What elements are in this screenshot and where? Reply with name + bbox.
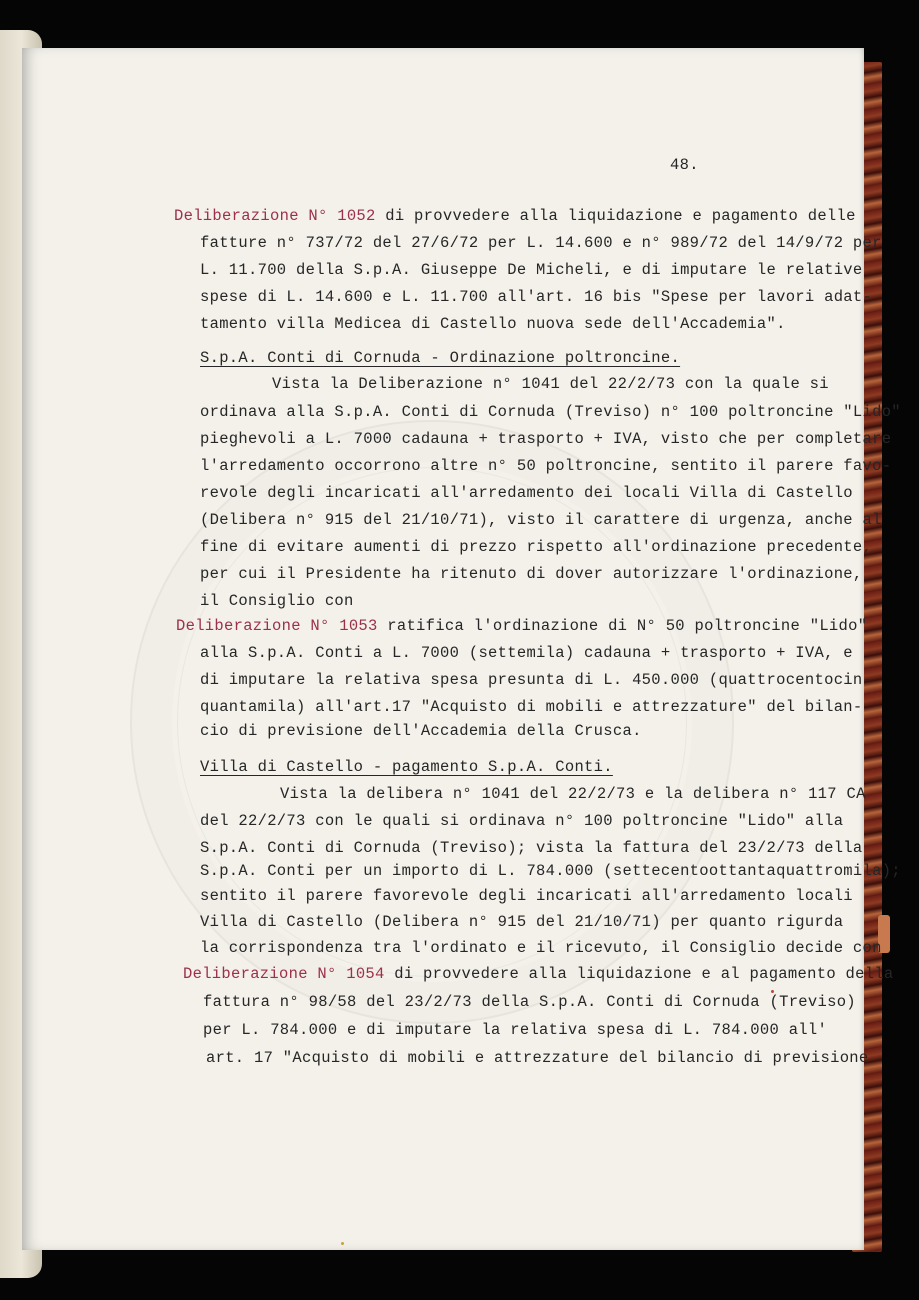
deliberation-label: Deliberazione N° 1053: [176, 617, 378, 635]
text-line: il Consiglio con: [200, 592, 354, 610]
text-line: quantamila) all'art.17 "Acquisto di mobili e attrezzature" del bilan-: [200, 698, 863, 716]
paper-speck: [341, 1242, 344, 1245]
page-number: 48.: [670, 156, 699, 174]
text-line: di imputare la relativa spesa presunta di L. 450.000 (quattrocentocin-: [200, 671, 873, 689]
text-line: l'arredamento occorrono altre n° 50 poltroncine, sentito il parere favo-: [200, 457, 892, 475]
text-line: Vista la delibera n° 1041 del 22/2/73 e la delibera n° 117 CA: [280, 785, 866, 803]
text-line: ordinava alla S.p.A. Conti di Cornuda (Treviso) n° 100 poltroncine "Lido": [200, 403, 901, 421]
section-heading: Villa di Castello - pagamento S.p.A. Conti.: [200, 758, 613, 776]
text-line: alla S.p.A. Conti a L. 7000 (settemila) cadauna + trasporto + IVA, e: [200, 644, 853, 662]
text-line: fattura n° 98/58 del 23/2/73 della S.p.A. Conti di Cornuda (Treviso): [203, 993, 856, 1011]
text-line: per L. 784.000 e di imputare la relativa spesa di L. 784.000 all': [203, 1021, 828, 1039]
text-line: spese di L. 14.600 e L. 11.700 all'art. 16 bis "Spese per lavori adat-: [200, 288, 873, 306]
text-line: S.p.A. Conti di Cornuda (Treviso); vista la fattura del 23/2/73 della: [200, 839, 863, 857]
section-heading: S.p.A. Conti di Cornuda - Ordinazione poltroncine.: [200, 349, 681, 367]
text-line: tamento villa Medicea di Castello nuova sede dell'Accademia".: [200, 315, 786, 333]
text-line: per cui il Presidente ha ritenuto di dover autorizzare l'ordinazione,: [200, 565, 863, 583]
text-line: Deliberazione N° 1053 ratifica l'ordinazione di N° 50 poltroncine "Lido": [176, 617, 868, 635]
text-line: Deliberazione N° 1054 di provvedere alla liquidazione e al pagamento della: [183, 965, 894, 983]
text-line: del 22/2/73 con le quali si ordinava n° 100 poltroncine "Lido" alla: [200, 812, 844, 830]
text-line: art. 17 "Acquisto di mobili e attrezzature del bilancio di previsione: [206, 1049, 869, 1067]
deliberation-label: Deliberazione N° 1052: [174, 207, 376, 225]
text-line: la corrispondenza tra l'ordinato e il ricevuto, il Consiglio decide con: [200, 939, 882, 957]
text-line: Vista la Deliberazione n° 1041 del 22/2/73 con la quale si: [272, 375, 829, 393]
text-line: pieghevoli a L. 7000 cadauna + trasporto + IVA, visto che per completare: [200, 430, 892, 448]
text-line: Villa di Castello (Delibera n° 915 del 21/10/71) per quanto rigurda: [200, 913, 844, 931]
deliberation-label: Deliberazione N° 1054: [183, 965, 385, 983]
text-line: (Delibera n° 915 del 21/10/71), visto il carattere di urgenza, anche al: [200, 511, 882, 529]
text-line: S.p.A. Conti per un importo di L. 784.000 (settecentoottantaquattromila);: [200, 862, 901, 880]
text-line: fine di evitare aumenti di prezzo rispetto all'ordinazione precedente,: [200, 538, 873, 556]
text-line: revole degli incaricati all'arredamento dei locali Villa di Castello: [200, 484, 853, 502]
text-line: fatture n° 737/72 del 27/6/72 per L. 14.600 e n° 989/72 del 14/9/72 per: [200, 234, 882, 252]
text-line: L. 11.700 della S.p.A. Giuseppe De Micheli, e di imputare le relative: [200, 261, 863, 279]
text-line: cio di previsione dell'Accademia della Crusca.: [200, 722, 642, 740]
text-line: sentito il parere favorevole degli incaricati all'arredamento locali: [200, 887, 853, 905]
text-line: Deliberazione N° 1052 di provvedere alla liquidazione e pagamento delle: [174, 207, 856, 225]
